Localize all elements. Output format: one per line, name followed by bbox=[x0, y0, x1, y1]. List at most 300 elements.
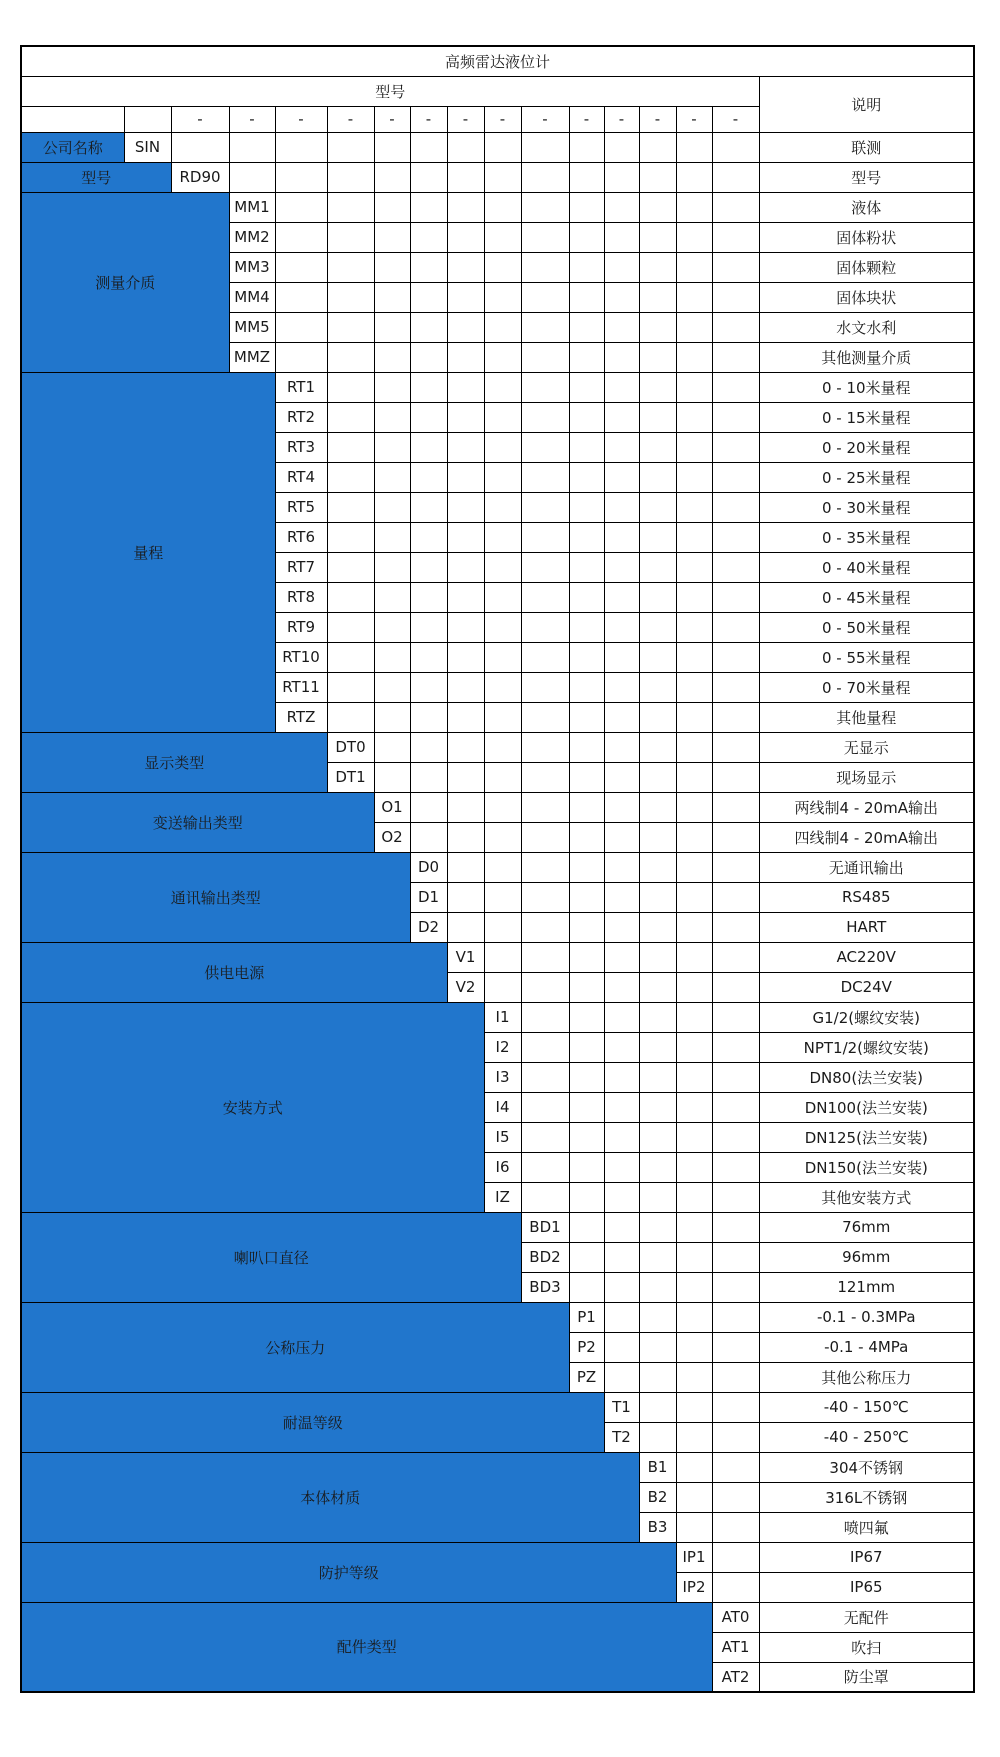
empty-cell bbox=[374, 702, 410, 732]
empty-cell bbox=[569, 642, 604, 672]
description-cell: 其他安装方式 bbox=[759, 1182, 974, 1212]
description-cell: 四线制4 - 20mA输出 bbox=[759, 822, 974, 852]
dash-cell: - bbox=[604, 106, 639, 132]
empty-cell bbox=[676, 1362, 712, 1392]
empty-cell bbox=[521, 192, 569, 222]
code-cell: MM1 bbox=[229, 192, 275, 222]
empty-cell bbox=[639, 312, 676, 342]
empty-cell bbox=[447, 642, 484, 672]
empty-cell bbox=[521, 132, 569, 162]
empty-cell bbox=[569, 1212, 604, 1242]
code-cell: RT5 bbox=[275, 492, 327, 522]
empty-cell bbox=[604, 282, 639, 312]
code-cell: AT1 bbox=[712, 1632, 759, 1662]
empty-cell bbox=[410, 402, 447, 432]
empty-cell bbox=[521, 1092, 569, 1122]
empty-cell bbox=[569, 672, 604, 702]
empty-cell bbox=[676, 672, 712, 702]
empty-cell bbox=[327, 132, 374, 162]
empty-cell bbox=[712, 642, 759, 672]
empty-cell bbox=[374, 582, 410, 612]
empty-cell bbox=[447, 552, 484, 582]
empty-cell bbox=[327, 372, 374, 402]
description-cell: -0.1 - 4MPa bbox=[759, 1332, 974, 1362]
table-row bbox=[21, 1542, 974, 1572]
dash-cell: - bbox=[410, 106, 447, 132]
empty-cell bbox=[639, 462, 676, 492]
code-cell: O2 bbox=[374, 822, 410, 852]
empty-cell bbox=[604, 762, 639, 792]
empty-cell bbox=[676, 522, 712, 552]
empty-cell bbox=[712, 1152, 759, 1182]
description-cell: IP67 bbox=[759, 1542, 974, 1572]
code-cell: BD3 bbox=[521, 1272, 569, 1302]
empty-cell bbox=[229, 162, 275, 192]
code-cell: D1 bbox=[410, 882, 447, 912]
empty-cell bbox=[327, 222, 374, 252]
table-row bbox=[21, 1302, 974, 1332]
empty-cell bbox=[712, 1182, 759, 1212]
empty-cell bbox=[410, 462, 447, 492]
empty-cell bbox=[327, 642, 374, 672]
empty-cell bbox=[374, 642, 410, 672]
empty-cell bbox=[712, 1572, 759, 1602]
category-cell: 量程 bbox=[21, 372, 275, 732]
category-cell: 公称压力 bbox=[21, 1302, 569, 1392]
empty-cell bbox=[569, 1272, 604, 1302]
empty-cell bbox=[447, 342, 484, 372]
empty-cell bbox=[604, 552, 639, 582]
empty-cell bbox=[447, 732, 484, 762]
empty-cell bbox=[447, 462, 484, 492]
empty-cell bbox=[639, 822, 676, 852]
empty-cell bbox=[604, 1152, 639, 1182]
description-cell: DN80(法兰安装) bbox=[759, 1062, 974, 1092]
description-cell: 固体块状 bbox=[759, 282, 974, 312]
empty-cell bbox=[712, 1542, 759, 1572]
empty-cell bbox=[374, 432, 410, 462]
empty-cell bbox=[484, 222, 521, 252]
code-cell: MM2 bbox=[229, 222, 275, 252]
empty-cell bbox=[639, 882, 676, 912]
empty-cell bbox=[676, 1422, 712, 1452]
empty-cell bbox=[712, 162, 759, 192]
description-cell: 吹扫 bbox=[759, 1632, 974, 1662]
empty-cell bbox=[639, 642, 676, 672]
empty-cell bbox=[676, 1272, 712, 1302]
empty-cell bbox=[447, 672, 484, 702]
category-cell: 喇叭口直径 bbox=[21, 1212, 521, 1302]
empty-cell bbox=[604, 1182, 639, 1212]
empty-cell bbox=[484, 912, 521, 942]
category-cell: 公司名称 bbox=[21, 132, 124, 162]
empty-cell bbox=[639, 1062, 676, 1092]
code-cell: B3 bbox=[639, 1512, 676, 1542]
empty-cell bbox=[569, 792, 604, 822]
empty-cell bbox=[569, 1002, 604, 1032]
empty-cell bbox=[639, 612, 676, 642]
empty-cell bbox=[569, 282, 604, 312]
empty-cell bbox=[521, 882, 569, 912]
empty-cell bbox=[604, 1212, 639, 1242]
empty-cell bbox=[374, 492, 410, 522]
empty-cell bbox=[410, 822, 447, 852]
code-cell: I4 bbox=[484, 1092, 521, 1122]
description-cell: DN150(法兰安装) bbox=[759, 1152, 974, 1182]
empty-cell bbox=[676, 1512, 712, 1542]
empty-cell bbox=[639, 762, 676, 792]
empty-cell bbox=[604, 222, 639, 252]
empty-cell bbox=[712, 852, 759, 882]
empty-cell bbox=[521, 972, 569, 1002]
empty-cell bbox=[569, 582, 604, 612]
empty-cell bbox=[229, 132, 275, 162]
empty-cell bbox=[484, 522, 521, 552]
description-cell: 0 - 30米量程 bbox=[759, 492, 974, 522]
empty-cell bbox=[521, 642, 569, 672]
empty-cell bbox=[447, 612, 484, 642]
empty-cell bbox=[569, 942, 604, 972]
empty-cell bbox=[569, 462, 604, 492]
category-cell: 配件类型 bbox=[21, 1602, 712, 1692]
empty-cell bbox=[569, 1092, 604, 1122]
empty-cell bbox=[327, 702, 374, 732]
empty-cell bbox=[712, 822, 759, 852]
empty-cell bbox=[712, 732, 759, 762]
empty-cell bbox=[712, 1392, 759, 1422]
empty-cell bbox=[484, 132, 521, 162]
category-cell: 显示类型 bbox=[21, 732, 327, 792]
category-cell: 本体材质 bbox=[21, 1452, 639, 1542]
empty-cell bbox=[374, 462, 410, 492]
code-cell: PZ bbox=[569, 1362, 604, 1392]
empty-cell bbox=[521, 1002, 569, 1032]
empty-cell bbox=[569, 1182, 604, 1212]
empty-cell bbox=[676, 432, 712, 462]
empty-cell bbox=[484, 282, 521, 312]
empty-cell bbox=[676, 282, 712, 312]
empty-cell bbox=[374, 252, 410, 282]
description-cell: 防尘罩 bbox=[759, 1662, 974, 1692]
empty-cell bbox=[604, 192, 639, 222]
empty-cell bbox=[639, 852, 676, 882]
description-cell: 0 - 10米量程 bbox=[759, 372, 974, 402]
empty-cell bbox=[712, 1032, 759, 1062]
empty-cell bbox=[676, 252, 712, 282]
code-cell: I6 bbox=[484, 1152, 521, 1182]
empty-cell bbox=[521, 342, 569, 372]
empty-cell bbox=[275, 342, 327, 372]
description-cell: -0.1 - 0.3MPa bbox=[759, 1302, 974, 1332]
empty-cell bbox=[327, 552, 374, 582]
description-cell: IP65 bbox=[759, 1572, 974, 1602]
description-cell: 0 - 45米量程 bbox=[759, 582, 974, 612]
empty-cell bbox=[569, 1152, 604, 1182]
empty-cell bbox=[712, 792, 759, 822]
code-cell: V1 bbox=[447, 942, 484, 972]
empty-cell bbox=[604, 162, 639, 192]
empty-cell bbox=[521, 612, 569, 642]
table-row bbox=[21, 1212, 974, 1242]
description-cell: HART bbox=[759, 912, 974, 942]
title-row bbox=[21, 46, 974, 76]
empty-cell bbox=[327, 252, 374, 282]
empty-cell bbox=[410, 312, 447, 342]
empty-cell bbox=[447, 882, 484, 912]
dash-cell: - bbox=[447, 106, 484, 132]
empty-cell bbox=[712, 522, 759, 552]
empty-cell bbox=[676, 1002, 712, 1032]
empty-cell bbox=[569, 342, 604, 372]
empty-cell bbox=[604, 522, 639, 552]
table-row bbox=[21, 1002, 974, 1032]
description-cell: RS485 bbox=[759, 882, 974, 912]
description-cell: 0 - 50米量程 bbox=[759, 612, 974, 642]
model-selection-table bbox=[20, 45, 975, 1693]
empty-cell bbox=[447, 762, 484, 792]
empty-cell bbox=[712, 702, 759, 732]
description-header-cell: 说明 bbox=[759, 76, 974, 132]
empty-cell bbox=[604, 1032, 639, 1062]
empty-cell bbox=[410, 132, 447, 162]
description-cell: 316L不锈钢 bbox=[759, 1482, 974, 1512]
empty-cell bbox=[639, 192, 676, 222]
empty-cell bbox=[639, 1332, 676, 1362]
description-cell: 0 - 40米量程 bbox=[759, 552, 974, 582]
empty-cell bbox=[569, 912, 604, 942]
empty-cell bbox=[712, 1482, 759, 1512]
empty-cell bbox=[484, 822, 521, 852]
empty-cell bbox=[484, 762, 521, 792]
code-cell: RT2 bbox=[275, 402, 327, 432]
code-cell: I2 bbox=[484, 1032, 521, 1062]
category-cell: 安装方式 bbox=[21, 1002, 484, 1212]
category-cell: 变送输出类型 bbox=[21, 792, 374, 852]
empty-cell bbox=[639, 522, 676, 552]
description-cell: 两线制4 - 20mA输出 bbox=[759, 792, 974, 822]
empty-cell bbox=[604, 732, 639, 762]
table-row bbox=[21, 162, 974, 192]
description-cell: 0 - 20米量程 bbox=[759, 432, 974, 462]
category-cell: 测量介质 bbox=[21, 192, 229, 372]
empty-cell bbox=[676, 642, 712, 672]
description-cell: 304不锈钢 bbox=[759, 1452, 974, 1482]
empty-cell bbox=[569, 522, 604, 552]
empty-cell bbox=[484, 492, 521, 522]
empty-cell bbox=[447, 432, 484, 462]
empty-cell bbox=[521, 672, 569, 702]
empty-cell bbox=[410, 192, 447, 222]
code-cell: RD90 bbox=[171, 162, 229, 192]
empty-cell bbox=[521, 1182, 569, 1212]
empty-cell bbox=[604, 582, 639, 612]
category-cell: 通讯输出类型 bbox=[21, 852, 410, 942]
description-cell: 其他量程 bbox=[759, 702, 974, 732]
empty-cell bbox=[676, 1092, 712, 1122]
empty-cell bbox=[569, 702, 604, 732]
empty-cell bbox=[676, 912, 712, 942]
empty-cell bbox=[569, 312, 604, 342]
empty-cell bbox=[604, 492, 639, 522]
code-cell: RTZ bbox=[275, 702, 327, 732]
code-cell: RT1 bbox=[275, 372, 327, 402]
table-row bbox=[21, 1452, 974, 1482]
empty-cell bbox=[676, 342, 712, 372]
empty-cell bbox=[484, 252, 521, 282]
description-cell: 型号 bbox=[759, 162, 974, 192]
empty-cell bbox=[712, 882, 759, 912]
empty-cell bbox=[569, 372, 604, 402]
empty-cell bbox=[604, 1272, 639, 1302]
empty-cell bbox=[569, 972, 604, 1002]
empty-cell bbox=[604, 702, 639, 732]
empty-cell bbox=[676, 192, 712, 222]
category-cell: 耐温等级 bbox=[21, 1392, 604, 1452]
empty-cell bbox=[639, 342, 676, 372]
empty-cell bbox=[676, 1332, 712, 1362]
empty-cell bbox=[712, 612, 759, 642]
empty-cell bbox=[327, 612, 374, 642]
table-row bbox=[21, 1602, 974, 1632]
empty-cell bbox=[327, 162, 374, 192]
empty-cell bbox=[569, 432, 604, 462]
empty-cell bbox=[410, 372, 447, 402]
empty-cell bbox=[639, 252, 676, 282]
empty-cell bbox=[712, 492, 759, 522]
empty-cell bbox=[410, 162, 447, 192]
empty-cell bbox=[569, 762, 604, 792]
empty-cell bbox=[639, 1182, 676, 1212]
code-cell: B1 bbox=[639, 1452, 676, 1482]
empty-cell bbox=[604, 372, 639, 402]
code-cell: MM4 bbox=[229, 282, 275, 312]
empty-cell bbox=[374, 522, 410, 552]
table-row bbox=[21, 192, 974, 222]
empty-cell bbox=[521, 252, 569, 282]
empty-cell bbox=[521, 462, 569, 492]
description-cell: 0 - 55米量程 bbox=[759, 642, 974, 672]
empty-cell bbox=[639, 582, 676, 612]
dash-row-empty-cell bbox=[21, 106, 124, 132]
code-cell: T2 bbox=[604, 1422, 639, 1452]
empty-cell bbox=[171, 132, 229, 162]
empty-cell bbox=[676, 132, 712, 162]
empty-cell bbox=[639, 1032, 676, 1062]
empty-cell bbox=[410, 522, 447, 552]
code-cell: I1 bbox=[484, 1002, 521, 1032]
empty-cell bbox=[712, 1242, 759, 1272]
empty-cell bbox=[484, 792, 521, 822]
empty-cell bbox=[569, 882, 604, 912]
table-row bbox=[21, 132, 974, 162]
dash-cell: - bbox=[569, 106, 604, 132]
empty-cell bbox=[410, 702, 447, 732]
empty-cell bbox=[327, 522, 374, 552]
empty-cell bbox=[327, 492, 374, 522]
description-cell: G1/2(螺纹安装) bbox=[759, 1002, 974, 1032]
description-cell: 联测 bbox=[759, 132, 974, 162]
description-cell: -40 - 150℃ bbox=[759, 1392, 974, 1422]
empty-cell bbox=[484, 342, 521, 372]
description-cell: AC220V bbox=[759, 942, 974, 972]
empty-cell bbox=[639, 132, 676, 162]
description-cell: 液体 bbox=[759, 192, 974, 222]
empty-cell bbox=[521, 702, 569, 732]
code-cell: IZ bbox=[484, 1182, 521, 1212]
dash-cell: - bbox=[484, 106, 521, 132]
empty-cell bbox=[604, 642, 639, 672]
empty-cell bbox=[639, 1302, 676, 1332]
empty-cell bbox=[604, 792, 639, 822]
dash-cell: - bbox=[229, 106, 275, 132]
description-cell: 96mm bbox=[759, 1242, 974, 1272]
empty-cell bbox=[275, 312, 327, 342]
code-cell: O1 bbox=[374, 792, 410, 822]
empty-cell bbox=[676, 552, 712, 582]
description-cell: 无通讯输出 bbox=[759, 852, 974, 882]
code-cell: RT4 bbox=[275, 462, 327, 492]
empty-cell bbox=[327, 582, 374, 612]
empty-cell bbox=[275, 192, 327, 222]
empty-cell bbox=[676, 162, 712, 192]
dash-cell: - bbox=[327, 106, 374, 132]
empty-cell bbox=[712, 582, 759, 612]
empty-cell bbox=[712, 1332, 759, 1362]
category-cell: 型号 bbox=[21, 162, 171, 192]
header-row bbox=[21, 76, 974, 106]
empty-cell bbox=[447, 372, 484, 402]
empty-cell bbox=[712, 1422, 759, 1452]
table-row bbox=[21, 1392, 974, 1422]
empty-cell bbox=[484, 882, 521, 912]
empty-cell bbox=[639, 1272, 676, 1302]
empty-cell bbox=[484, 702, 521, 732]
empty-cell bbox=[676, 1242, 712, 1272]
code-cell: RT3 bbox=[275, 432, 327, 462]
empty-cell bbox=[604, 972, 639, 1002]
description-cell: DC24V bbox=[759, 972, 974, 1002]
category-cell: 防护等级 bbox=[21, 1542, 676, 1602]
empty-cell bbox=[275, 132, 327, 162]
empty-cell bbox=[639, 972, 676, 1002]
empty-cell bbox=[447, 582, 484, 612]
empty-cell bbox=[639, 1122, 676, 1152]
empty-cell bbox=[639, 912, 676, 942]
empty-cell bbox=[484, 642, 521, 672]
empty-cell bbox=[484, 432, 521, 462]
empty-cell bbox=[484, 162, 521, 192]
table-row bbox=[21, 372, 974, 402]
empty-cell bbox=[484, 942, 521, 972]
code-cell: MM5 bbox=[229, 312, 275, 342]
empty-cell bbox=[604, 1002, 639, 1032]
table-row bbox=[21, 942, 974, 972]
empty-cell bbox=[639, 1362, 676, 1392]
empty-cell bbox=[604, 1062, 639, 1092]
empty-cell bbox=[712, 342, 759, 372]
empty-cell bbox=[676, 792, 712, 822]
description-cell: 固体颗粒 bbox=[759, 252, 974, 282]
empty-cell bbox=[484, 582, 521, 612]
code-cell: BD1 bbox=[521, 1212, 569, 1242]
empty-cell bbox=[712, 372, 759, 402]
empty-cell bbox=[521, 1152, 569, 1182]
empty-cell bbox=[447, 912, 484, 942]
empty-cell bbox=[604, 432, 639, 462]
empty-cell bbox=[639, 1422, 676, 1452]
empty-cell bbox=[639, 402, 676, 432]
empty-cell bbox=[484, 732, 521, 762]
